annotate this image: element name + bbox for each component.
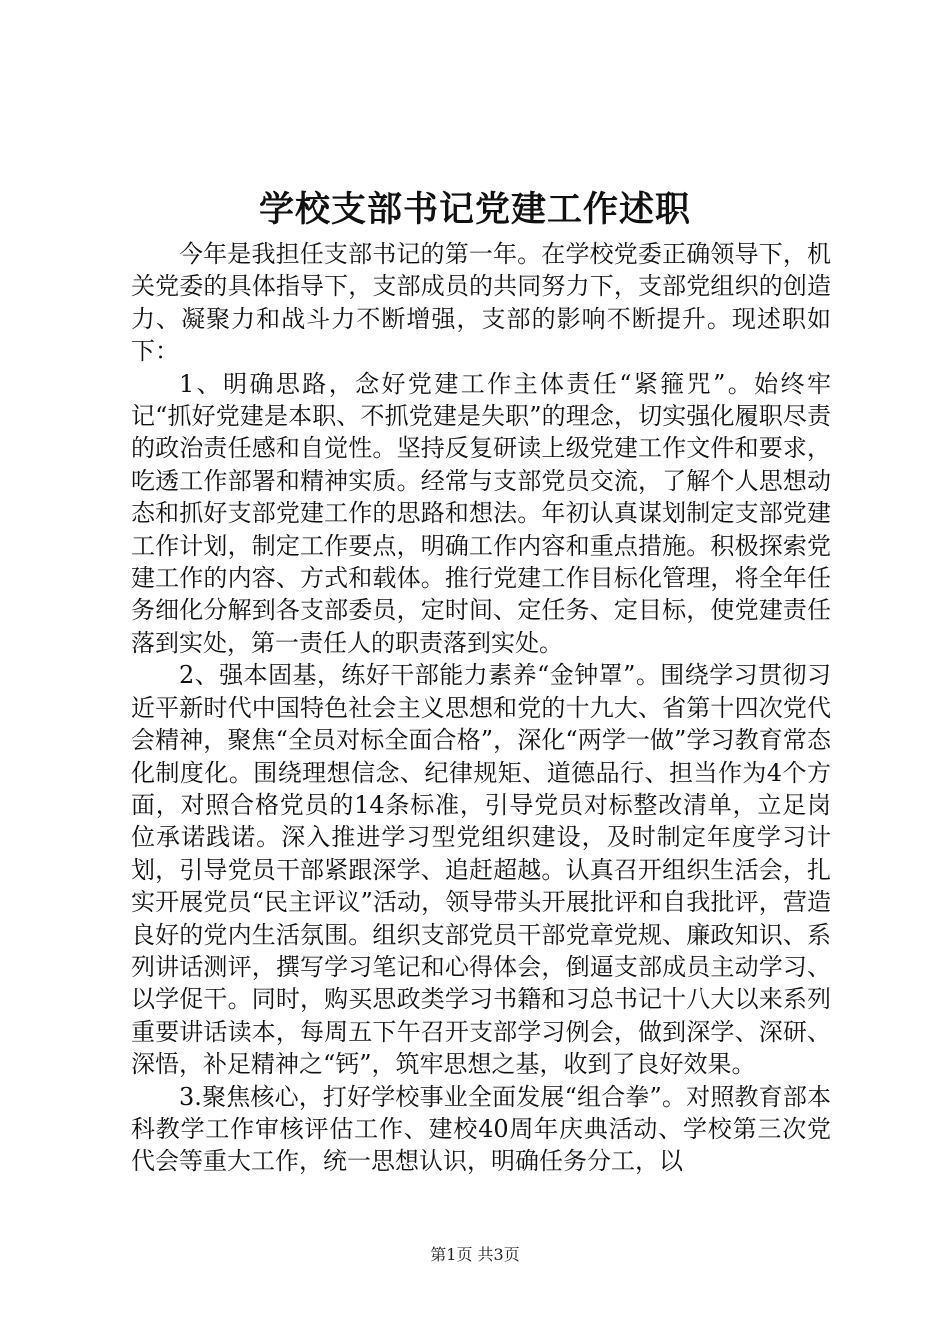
document-body (131, 238, 831, 1178)
page-number-footer: 第1页 共3页 (430, 1245, 520, 1264)
paragraph-section-1: 1、明确思路，念好党建工作主体责任“紧箍咒”。始终牢记“抓好党建是本职、不抓党建是失职”的理念，切实强化履职尽责的政治责任感和自觉性。坚持反复研读上级党建工作文件和要求，吃透工作部署和精神实质。经常与支部党员交流，了解个人思想动态和抓好支部党建工作的思路和想法。年初认真谋划制定支部党建工作计划，制定工作要点，明确工作内容和重点措施。积极探索党建工作的内容、方式和载体。推行党建工作目标化管理，将全年任务细化分解到各支部委员，定时间、定任务、定目标，使党建责任落到实处，第一责任人的职责落到实处。 (131, 369, 831, 657)
paragraph-intro: 今年是我担任支部书记的第一年。在学校党委正确领导下，机关党委的具体指导下，支部成员的共同努力下，支部党组织的创造力、凝聚力和战斗力不断增强，支部的影响不断提升。现述职如下： (131, 240, 831, 366)
document-title: 学校支部书记党建工作述职 (258, 189, 691, 230)
paragraph-section-2: 2、强本固基，练好干部能力素养“金钟罩”。围绕学习贯彻习近平新时代中国特色社会主义思想和党的十九大、省第十四次党代会精神，聚焦“全员对标全面合格”，深化“两学一做”学习教育常态化制度化。围绕理想信念、纪律规矩、道德品行、担当作为4个方面，对照合格党员的14条标准，引导党员对标整改清单，立足岗位承诺践诺。深入推进学习型党组织建设，及时制定年度学习计划，引导党员干部紧跟深学、追赶超越。认真召开组织生活会，扎实开展党员“民主评议”活动，领导带头开展批评和自我批评，营造良好的党内生活氛围。组织支部党员干部党章党规、廉政知识、系列讲话测评，撰写学习笔记和心得体会，倒逼支部成员主动学习、以学促干。同时，购买思政类学习书籍和习总书记十八大以来系列重要讲话读本，每周五下午召开支部学习例会，做到深学、深研、深悟，补足精神之“钙”，筑牢思想之基，收到了良好效果。 (131, 661, 831, 1079)
paragraph-section-3: 3.聚焦核心，打好学校事业全面发展“组合拳”。对照教育部本科教学工作审核评估工作、建校40周年庆典活动、学校第三次党代会等重大工作，统一思想认识，明确任务分工，以 (131, 1082, 831, 1176)
